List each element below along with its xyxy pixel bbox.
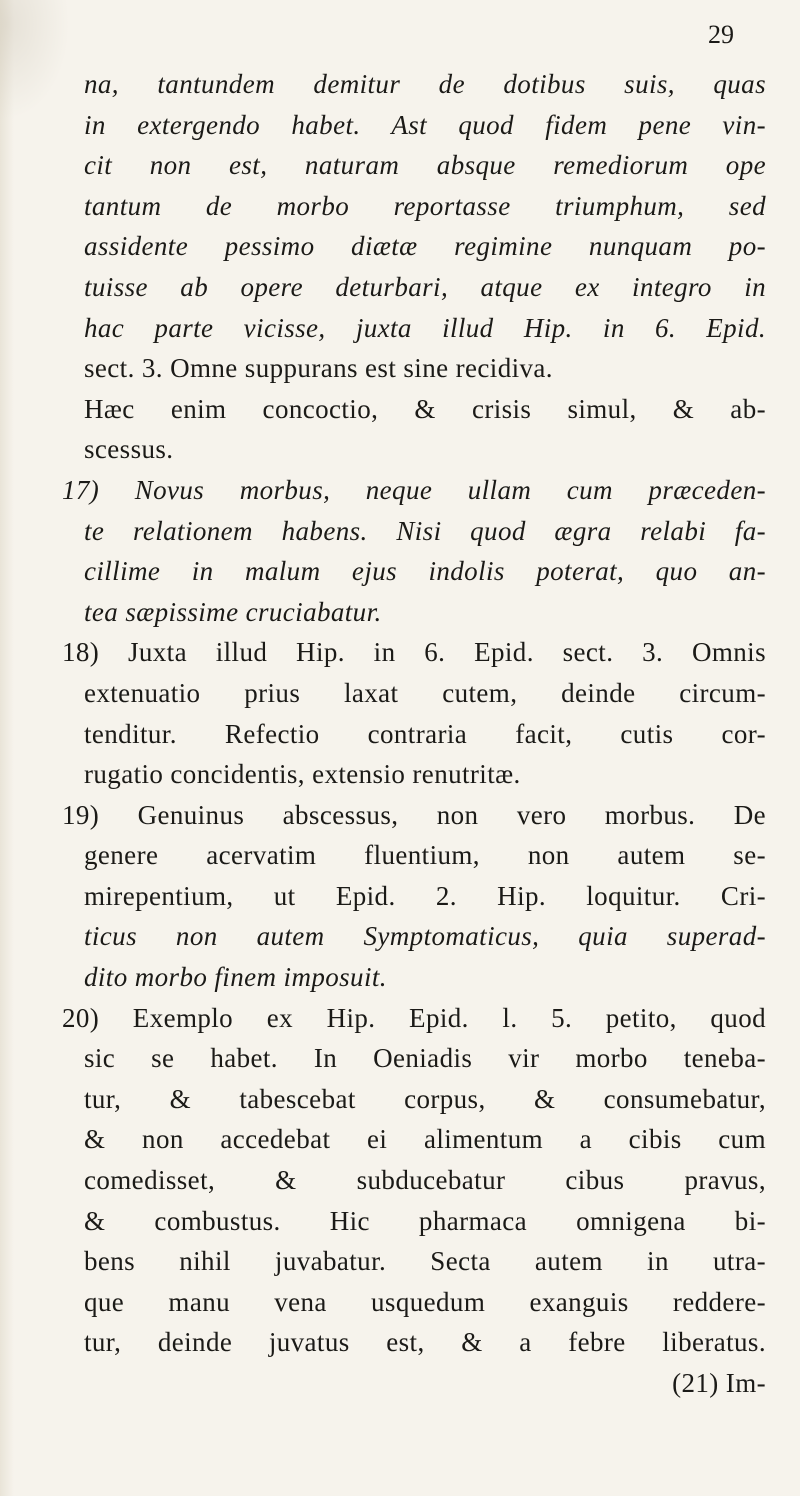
text-line: & non accedebat ei alimentum a cibis cum <box>84 1124 766 1155</box>
text-line: sect. 3. Omne suppurans est sine recidiva. <box>84 353 553 384</box>
text-line: cillime in malum ejus indolis poterat, quo an- <box>84 556 766 587</box>
text-line: te relationem habens. Nisi quod ægra relabi fa- <box>84 515 766 546</box>
page-number: 29 <box>708 20 734 49</box>
text-line: tur, deinde juvatus est, & a febre liberatus. <box>84 1327 766 1358</box>
text-line: tuisse ab opere deturbari, atque ex integro in <box>84 271 766 302</box>
text-line: 19) Genuinus abscessus, non vero morbus. De <box>62 799 766 830</box>
text-line: Hæc enim concoctio, & crisis simul, & ab- <box>84 393 766 424</box>
text-line: na, tantundem demitur de dotibus suis, quas <box>84 69 766 99</box>
text-line: scessus. <box>84 434 174 465</box>
text-line: dito morbo finem imposuit. <box>84 962 387 993</box>
text-line: mirepentium, ut Epid. 2. Hip. loquitur. Cri- <box>84 880 766 911</box>
text-line: ticus non autem Symptomaticus, quia superad- <box>84 921 766 952</box>
text-line: cit non est, naturam absque remediorum ope <box>84 150 766 181</box>
paper-stain <box>0 0 70 120</box>
text-line: bens nihil juvabatur. Secta autem in utra- <box>84 1246 766 1277</box>
text-line: 18) Juxta illud Hip. in 6. Epid. sect. 3. Omnis <box>62 637 766 668</box>
text-line: 20) Exemplo ex Hip. Epid. l. 5. petito, quod <box>62 1002 766 1033</box>
text-line: in extergendo habet. Ast quod fidem pene vin- <box>84 109 766 140</box>
text-line: & combustus. Hic pharmaca omnigena bi- <box>84 1205 766 1236</box>
body-text <box>62 64 766 1404</box>
text-line: rugatio concidentis, extensio renutritæ. <box>84 759 521 790</box>
page-gutter-edge <box>0 0 14 1496</box>
text-line: genere acervatim fluentium, non autem se- <box>84 840 766 871</box>
text-line: hac parte vicisse, juxta illud Hip. in 6. Epid. <box>84 312 766 343</box>
catchword: (21) Im- <box>672 1368 766 1398</box>
text-line: tenditur. Refectio contraria facit, cutis cor- <box>84 718 766 749</box>
text-line: 17) Novus morbus, neque ullam cum præceden- <box>62 474 766 505</box>
text-line: tea sæpissime cruciabatur. <box>84 596 382 627</box>
text-line: tantum de morbo reportasse triumphum, sed <box>84 190 766 221</box>
text-line: tur, & tabescebat corpus, & consumebatur, <box>84 1083 766 1114</box>
text-line: sic se habet. In Oeniadis vir morbo teneba- <box>84 1043 766 1074</box>
text-line: extenuatio prius laxat cutem, deinde circum- <box>84 677 766 708</box>
text-line: comedisset, & subducebatur cibus pravus, <box>84 1165 766 1196</box>
text-line: que manu vena usquedum exanguis reddere- <box>84 1286 766 1317</box>
text-line: assidente pessimo diætæ regimine nunquam po- <box>84 231 766 262</box>
